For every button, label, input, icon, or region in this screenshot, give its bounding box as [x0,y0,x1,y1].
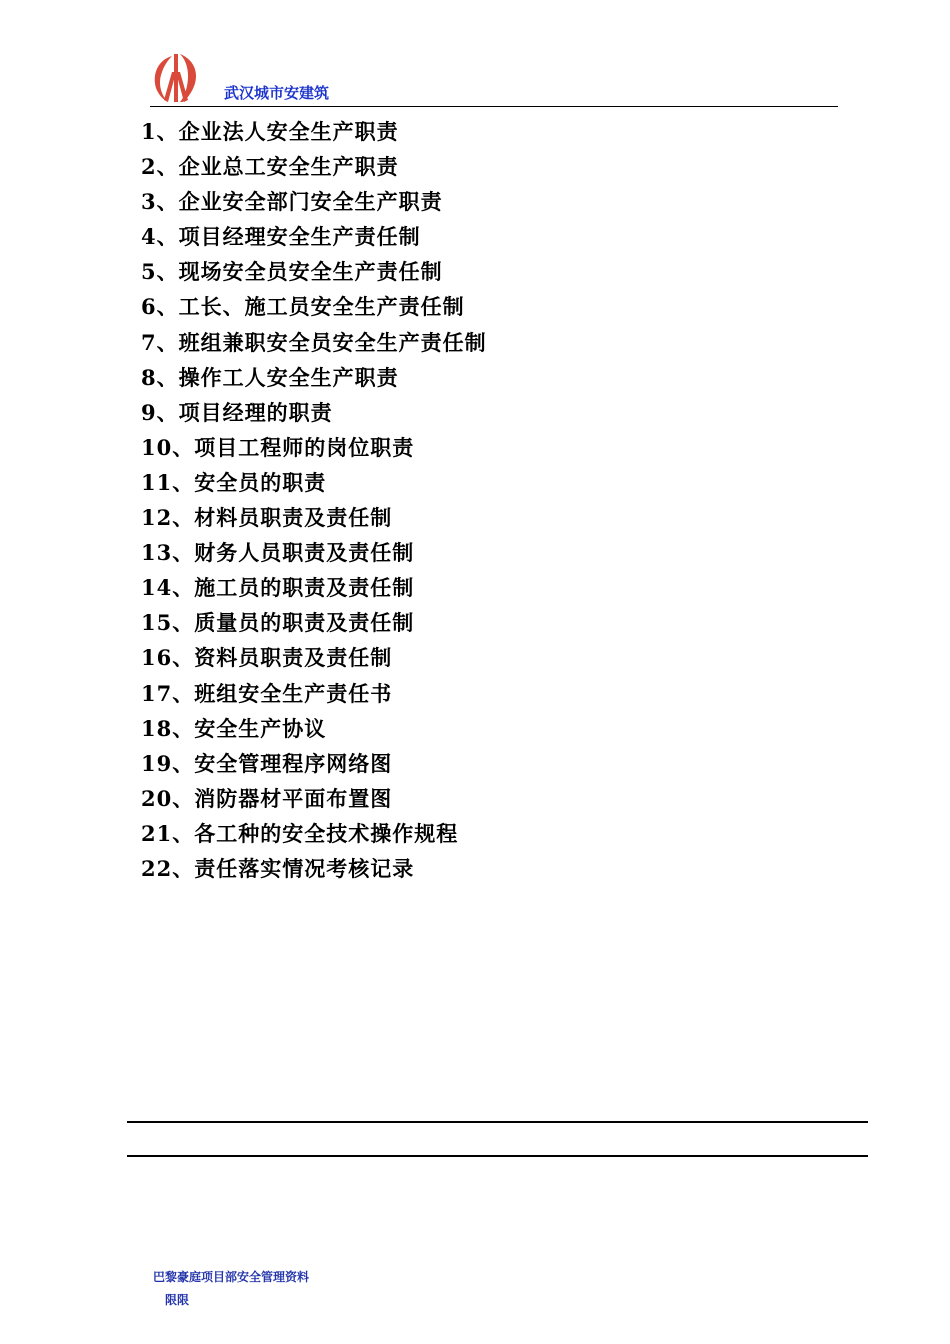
footer-project-title: 巴黎豪庭项目部安全管理资料 [153,1270,310,1284]
toc-item: 11、安全员的职责 [141,469,327,495]
footer-subtext: 限限 [165,1293,190,1307]
toc-item: 18、安全生产协议 [141,715,327,741]
page-footer [153,1268,309,1308]
toc-item: 13、财务人员职责及责任制 [141,540,415,566]
toc-item: 3、企业安全部门安全生产职责 [141,189,443,215]
toc-item: 17、班组安全生产责任书 [141,680,393,706]
toc-item: 4、项目经理安全生产责任制 [141,224,421,250]
toc-item: 20、消防器材平面布置图 [141,785,393,811]
toc-item: 15、质量员的职责及责任制 [141,610,415,636]
header-divider [150,106,838,107]
company-logo-icon [150,52,202,104]
toc-item: 21、各工种的安全技术操作规程 [141,820,459,846]
page-header [150,52,838,108]
toc-item: 16、资料员职责及责任制 [141,645,393,671]
divider-line-top [127,1121,868,1123]
divider-line-bottom [127,1155,868,1157]
table-of-contents [141,114,487,886]
toc-item: 2、企业总工安全生产职责 [141,154,399,180]
toc-item: 6、工长、施工员安全生产责任制 [141,294,465,320]
toc-item: 8、操作工人安全生产职责 [141,364,399,390]
toc-item: 7、班组兼职安全员安全生产责任制 [141,329,487,355]
toc-item: 1、企业法人安全生产职责 [141,119,399,144]
company-name: 武汉城市安建筑 [224,84,330,102]
toc-item: 12、材料员职责及责任制 [141,505,393,531]
toc-item: 9、项目经理的职责 [141,399,333,425]
toc-item: 22、责任落实情况考核记录 [141,855,415,881]
toc-item: 14、施工员的职责及责任制 [141,575,415,601]
toc-item: 10、项目工程师的岗位职责 [141,434,415,460]
toc-item: 5、现场安全员安全生产责任制 [141,259,443,285]
toc-item: 19、安全管理程序网络图 [141,750,393,776]
